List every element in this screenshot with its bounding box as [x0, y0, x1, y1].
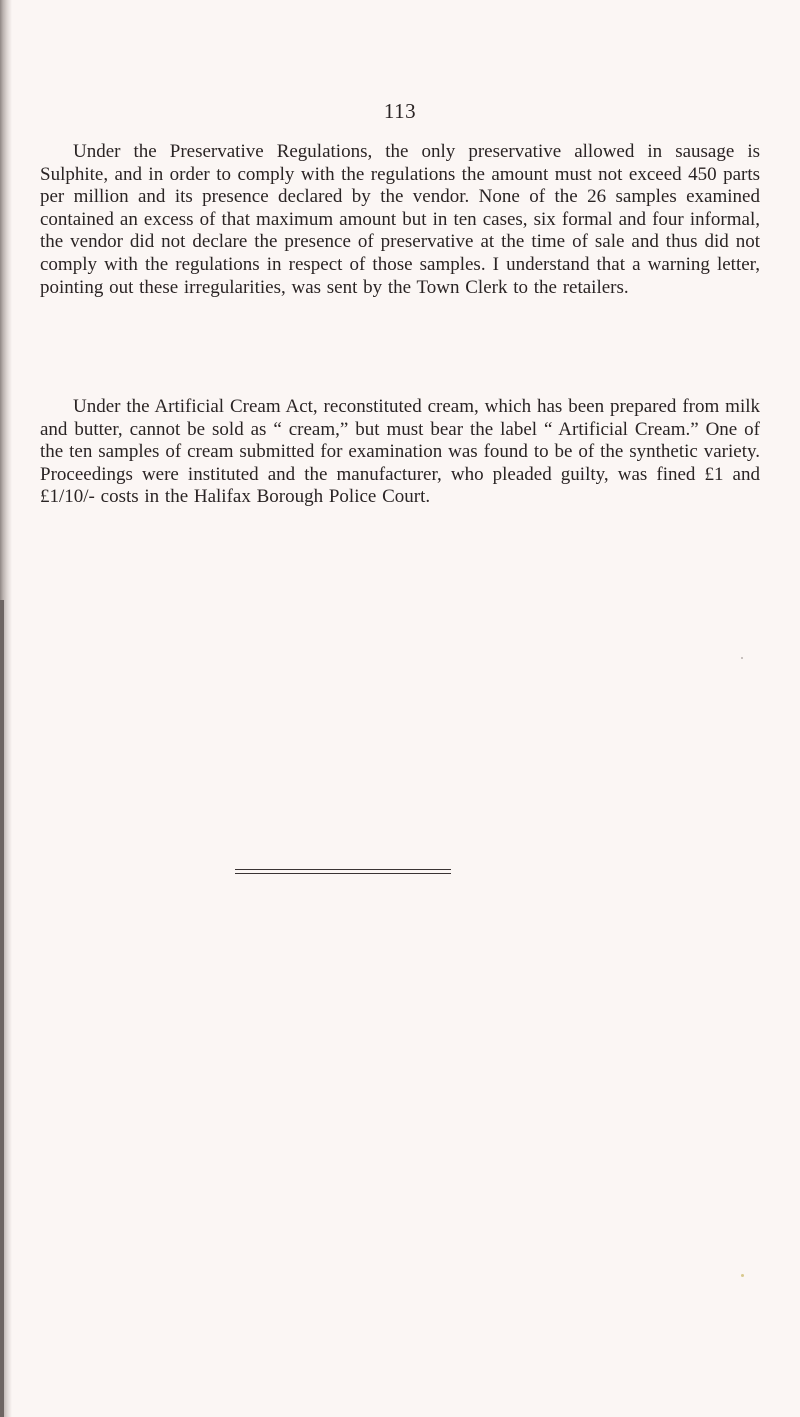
page-binding-shadow	[0, 600, 4, 1417]
paragraph-preservative-regulations: Under the Preservative Regulations, the only preservative allowed in sausage is Sulphite, and in order to comply with the regulations the amount must not exceed 450 parts per million and its presence declared by the vendor. None of the 26 samples examined contained an excess of that maximum amount but in ten cases, six formal and four informal, the vendor did not declare the presence of preservative at the time of sale and thus did not comply with the regulations in respect of those samples. I understand that a warning letter, pointing out these irregularities, was sent by the Town Clerk to the retailers.	[40, 141, 760, 298]
paragraph-artificial-cream-act: Under the Artificial Cream Act, reconstituted cream, which has been prepared from milk and butter, cannot be sold as “ cream,” but must bear the label “ Artificial Cream.” One of the ten samples of cream submitted for examination was found to be of the synthetic variety. Proceedings were instituted and the manufacturer, who pleaded guilty, was fined £1 and £1/10/- costs in the Halifax Borough Police Court.	[40, 396, 760, 508]
paper-speck	[741, 657, 743, 659]
paper-speck	[741, 1274, 744, 1277]
section-divider-rule-top	[235, 869, 451, 870]
page-number: 113	[383, 99, 417, 123]
section-divider-rule-bottom	[235, 873, 451, 874]
